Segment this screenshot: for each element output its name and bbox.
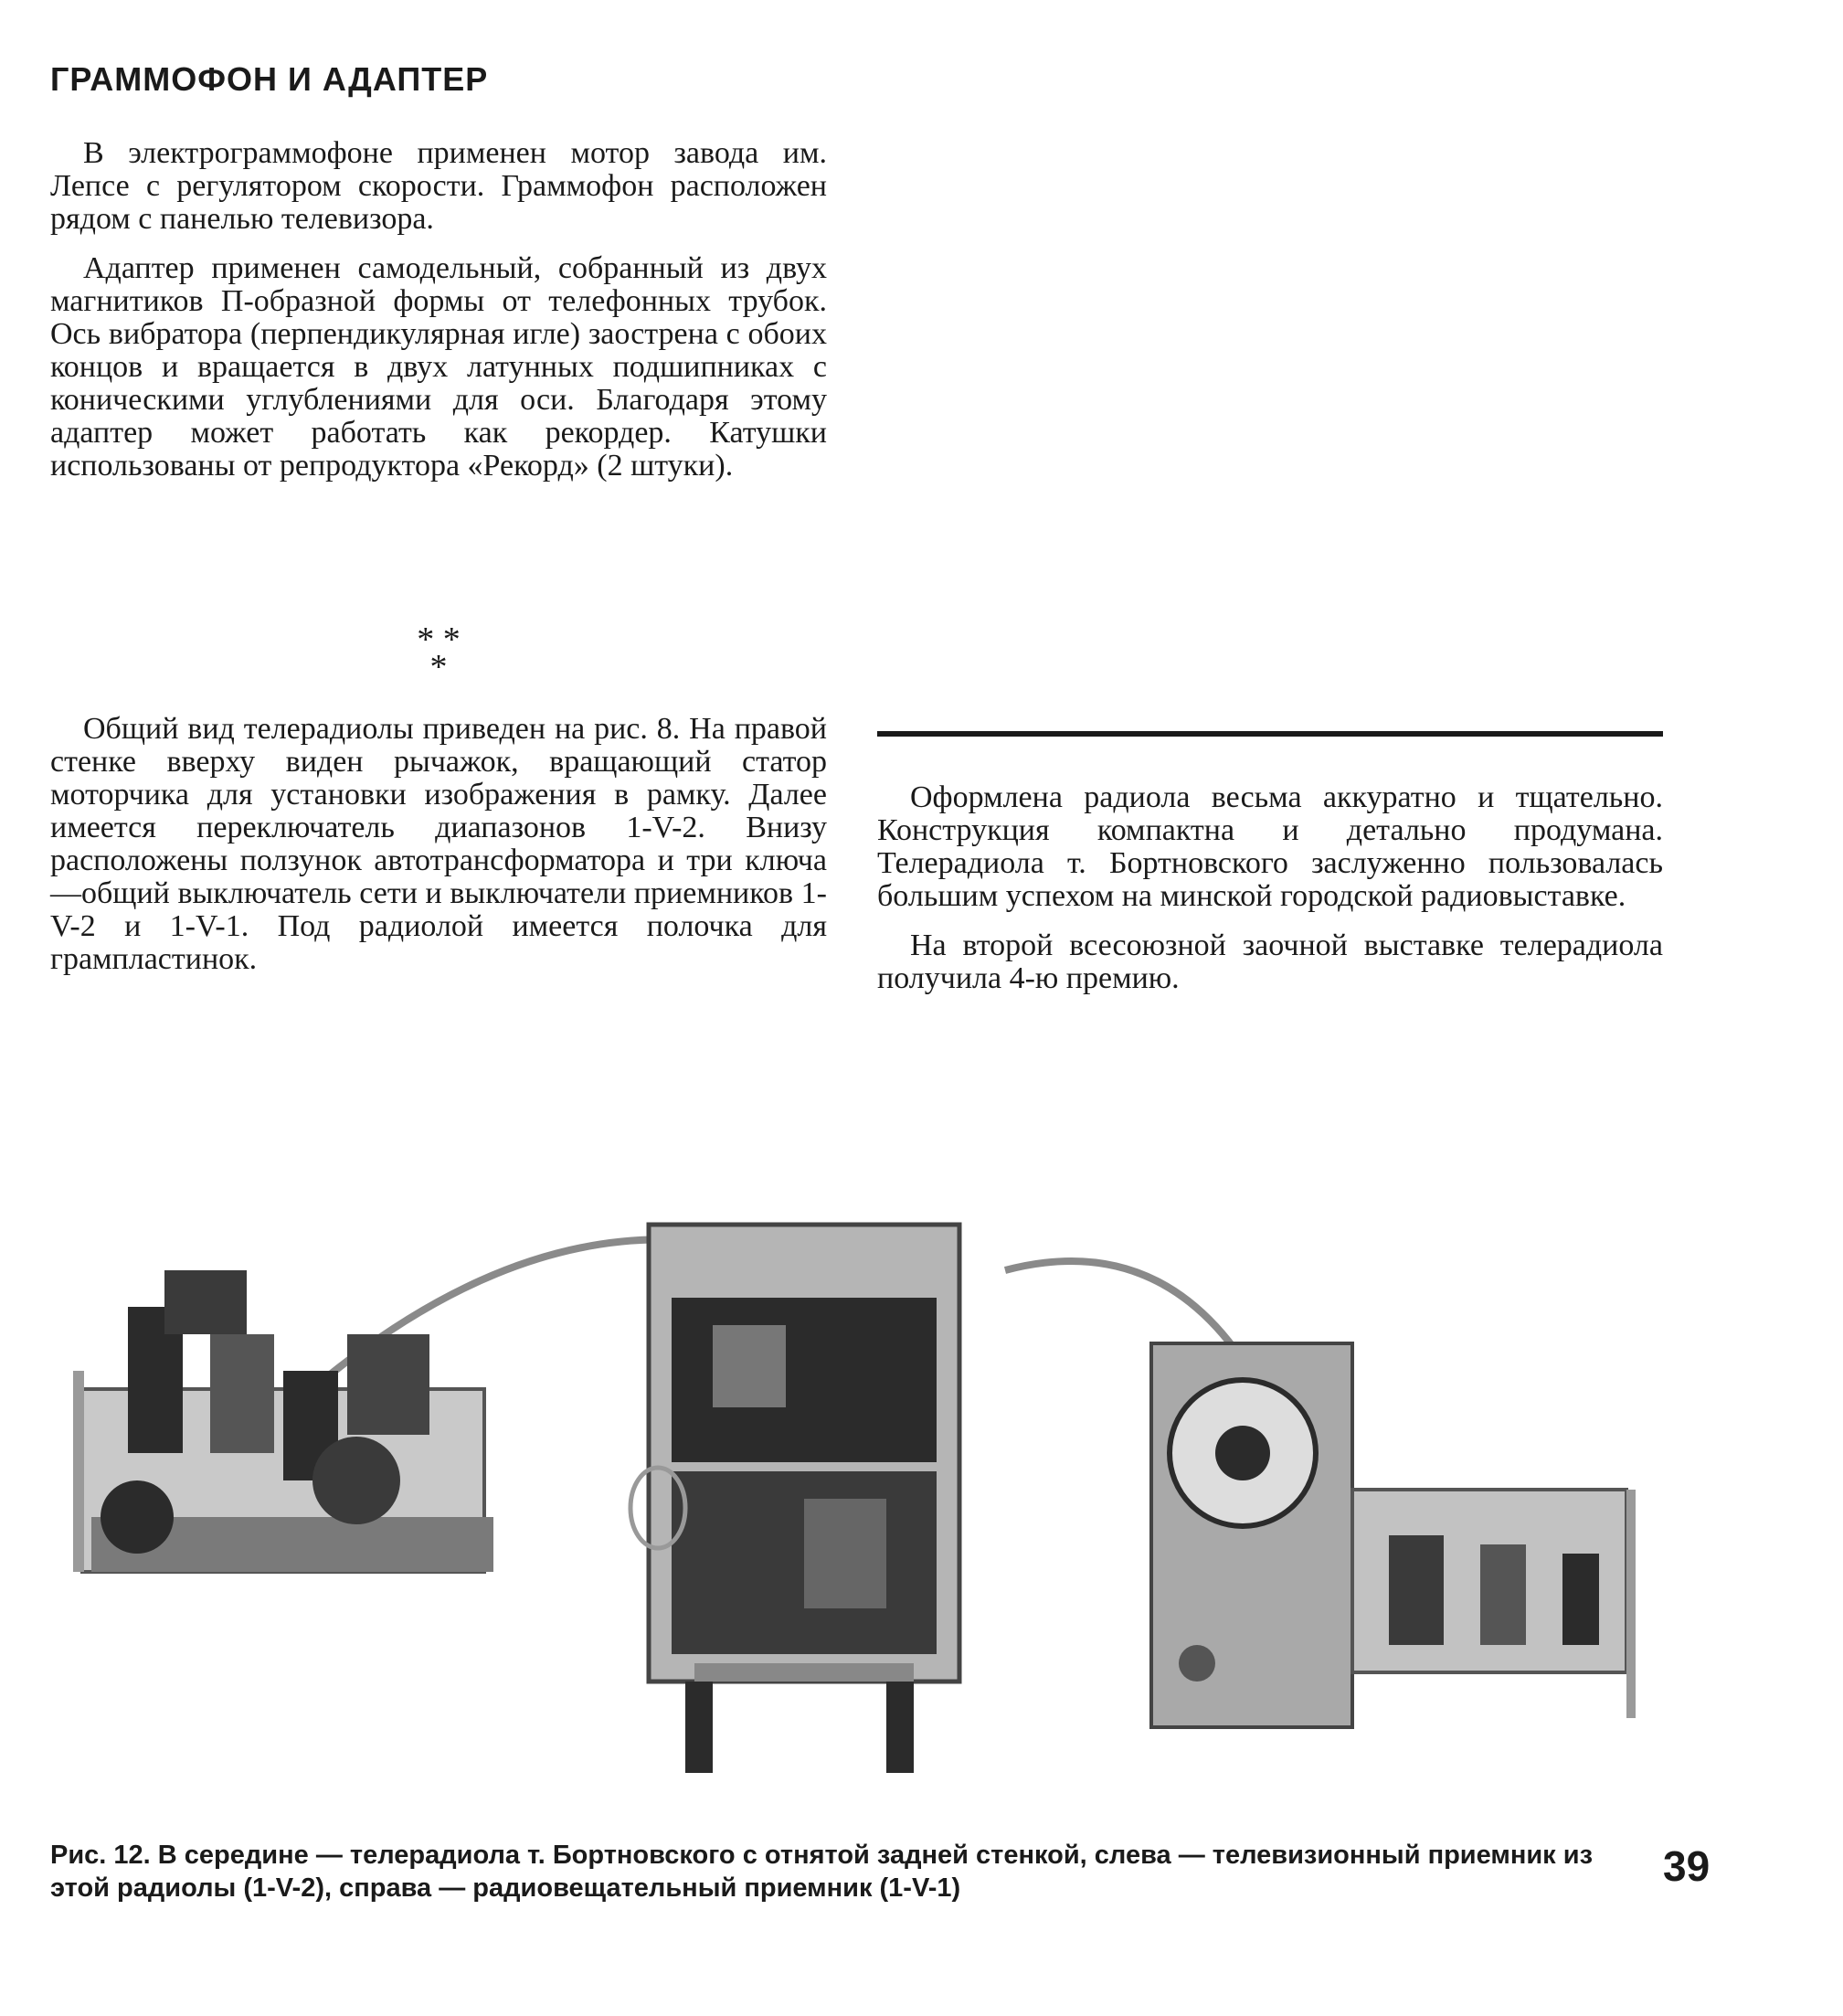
column-rule: [877, 731, 1663, 737]
separator-stars-top: * *: [417, 621, 461, 659]
broadcast-receiver-chassis: [1151, 1343, 1636, 1727]
separator-stars-bottom: *: [429, 648, 448, 686]
right-column: [877, 781, 1663, 1012]
left-column-top: [50, 137, 827, 499]
figure-photo: [55, 1188, 1681, 1791]
figure-caption: Рис. 12. В середине — телерадиола т. Бортновского с отнятой задней стенкой, слева — телевизионный приемник из этой радиолы (1-V-2), справа — радиовещательный приемник (1-V-1): [50, 1841, 1593, 1903]
left-column-bottom: [50, 713, 827, 992]
page-number: 39: [1663, 1842, 1711, 1890]
section-heading: ГРАММОФОН И АДАПТЕР: [50, 60, 489, 98]
paragraph: Оформлена радиола весьма аккуратно и тщательно. Конструкция компактна и детально продумана. Телерадиола т. Бортновского заслуженно пользовалась большим успехом на минской городской радиовыставке.: [877, 780, 1663, 913]
teleradiola-cabinet: [630, 1225, 959, 1773]
section-separator: [384, 621, 493, 686]
paragraph: Адаптер применен самодельный, собранный из двух магнитиков П-образной формы от телефонных трубок. Ось вибратора (перпендикулярная игле) заострена с обоих концов и вращается в двух латунных подшипниках с коническими углублениями для оси. Благодаря этому адаптер может работать как рекордер. Катушки использованы от репродуктора «Рекорд» (2 штуки).: [50, 251, 827, 483]
paragraph: Общий вид телерадиолы приведен на рис. 8. На правой стенке вверху виден рычажок, вращающий статор моторчика для установки изображения в рамку. Далее имеется переключатель диапазонов 1-V-2. Внизу расположены ползунок автотрансформатора и три ключа—общий выключатель сети и выключатели приемников 1-V-2 и 1-V-1. Под радиолой имеется полочка для грампластинок.: [50, 712, 827, 976]
telerradiola-photo: [55, 1188, 1681, 1791]
paragraph: В электрограммофоне применен мотор завода им. Лепсе с регулятором скорости. Граммофон расположен рядом с панелью телевизора.: [50, 136, 827, 236]
tv-receiver-chassis: [73, 1270, 493, 1572]
paragraph: На второй всесоюзной заочной выставке телерадиола получила 4-ю премию.: [877, 928, 1663, 995]
